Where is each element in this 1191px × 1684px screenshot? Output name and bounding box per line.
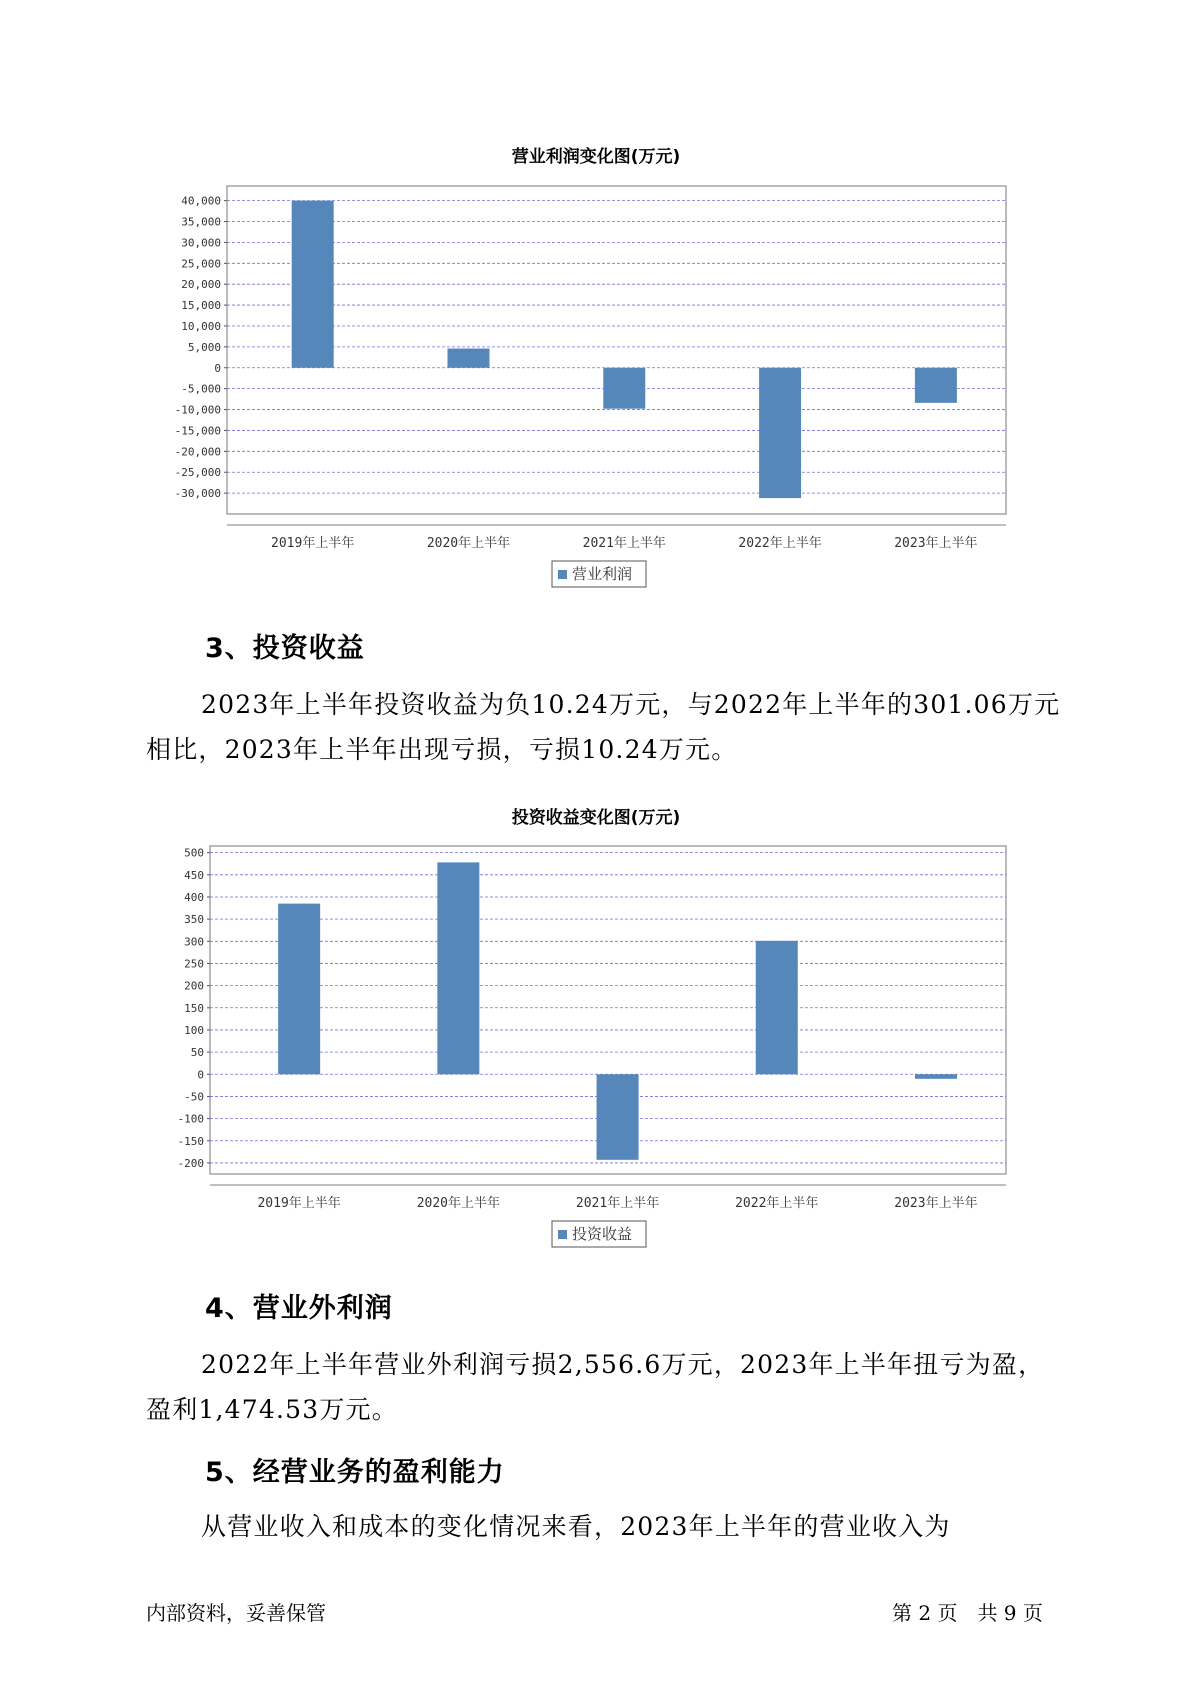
bar [278, 904, 320, 1075]
x-tick-label: 2019年上半年 [271, 536, 355, 551]
x-tick-label: 2020年上半年 [416, 1196, 501, 1211]
legend-label: 投资收益 [572, 1225, 633, 1243]
section-5-heading: 5、经营业务的盈利能力 [205, 1457, 505, 1488]
bar [447, 349, 489, 368]
y-tick-label: -20,000 [174, 445, 221, 459]
footer-page-number: 第 2 页 共 9 页 [892, 1601, 1043, 1625]
y-tick-label: 35,000 [181, 215, 221, 229]
y-tick-label: -100 [177, 1112, 204, 1126]
investment-income-chart [150, 840, 1030, 1260]
y-tick-label: 50 [190, 1046, 204, 1060]
y-tick-label: -150 [177, 1134, 204, 1148]
y-tick-label: 40,000 [181, 194, 221, 208]
y-tick-label: 30,000 [181, 236, 221, 250]
legend-label: 营业利润 [572, 565, 633, 583]
bar [292, 201, 334, 368]
chart1-title: 营业利润变化图(万元) [511, 147, 681, 167]
y-tick-label: 100 [184, 1023, 204, 1037]
y-tick-label: 250 [184, 957, 204, 971]
bar [437, 862, 479, 1074]
y-tick-label: 0 [214, 361, 221, 375]
y-tick-label: 350 [184, 913, 204, 927]
bar [915, 368, 957, 403]
y-tick-label: 300 [184, 935, 204, 949]
legend-swatch [558, 1230, 567, 1239]
y-tick-label: 400 [184, 890, 204, 904]
plot-frame [227, 186, 1006, 514]
bar [759, 368, 801, 498]
section-3-heading: 3、投资收益 [205, 633, 365, 664]
x-tick-label: 2023年上半年 [894, 1196, 978, 1211]
y-tick-label: 5,000 [187, 340, 221, 354]
legend-swatch [558, 570, 567, 579]
y-tick-label: -25,000 [174, 466, 221, 480]
x-tick-label: 2021年上半年 [582, 536, 666, 551]
x-tick-label: 2023年上半年 [894, 536, 978, 551]
y-tick-label: -50 [184, 1090, 204, 1104]
y-tick-label: -15,000 [174, 424, 221, 438]
footer-confidential-note: 内部资料，妥善保管 [146, 1601, 326, 1625]
bar [603, 368, 645, 409]
section-5-paragraph: 从营业收入和成本的变化情况来看，2023年上半年的营业收入为 [201, 1512, 951, 1541]
x-tick-label: 2021年上半年 [575, 1196, 660, 1211]
y-tick-label: 0 [197, 1068, 204, 1082]
section-4-heading: 4、营业外利润 [205, 1293, 393, 1324]
chart2-title: 投资收益变化图(万元) [511, 808, 681, 828]
y-tick-label: 20,000 [181, 278, 221, 292]
x-tick-label: 2019年上半年 [257, 1196, 341, 1211]
y-tick-label: -5,000 [181, 382, 221, 396]
x-tick-label: 2022年上半年 [735, 1196, 819, 1211]
y-tick-label: -30,000 [174, 487, 221, 501]
section-3-paragraph: 2023年上半年投资收益为负10.24万元，与2022年上半年的301.06万元相比，2023年上半年出现亏损，亏损10.24万元。 [146, 690, 1061, 764]
section-4-paragraph: 2022年上半年营业外利润亏损2,556.6万元，2023年上半年扭亏为盈，盈利1,474.53万元。 [146, 1350, 1045, 1424]
y-tick-label: 500 [184, 846, 204, 860]
x-tick-label: 2020年上半年 [426, 536, 511, 551]
bar [915, 1074, 957, 1079]
y-tick-label: 15,000 [181, 299, 221, 313]
x-tick-label: 2022年上半年 [738, 536, 822, 551]
bar [597, 1074, 639, 1160]
y-tick-label: -200 [177, 1156, 204, 1170]
y-tick-label: 25,000 [181, 257, 221, 271]
y-tick-label: -10,000 [174, 403, 221, 417]
y-tick-label: 200 [184, 979, 204, 993]
y-tick-label: 150 [184, 1001, 204, 1015]
bar [756, 941, 798, 1074]
y-tick-label: 450 [184, 868, 204, 882]
operating-profit-chart [150, 180, 1030, 600]
y-tick-label: 10,000 [181, 319, 221, 333]
